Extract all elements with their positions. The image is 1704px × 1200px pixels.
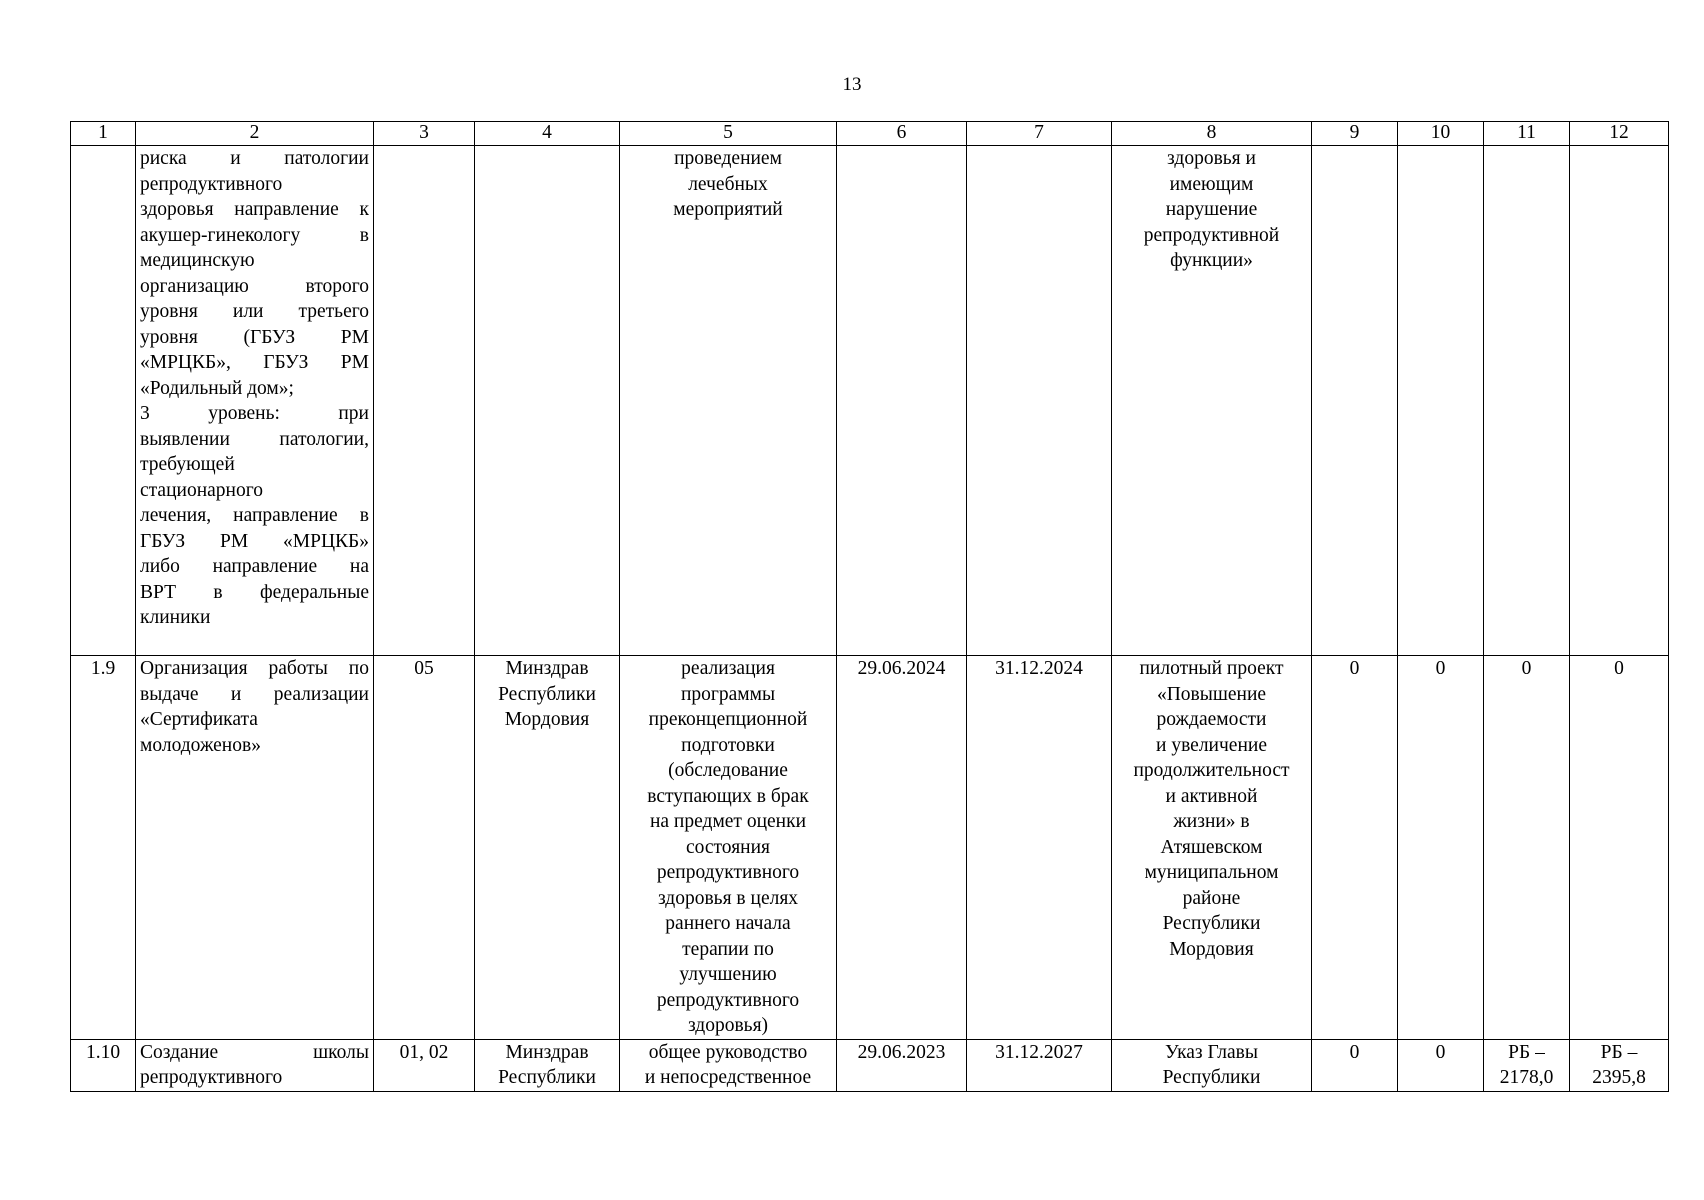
cell-line: пилотный проект	[1139, 658, 1284, 679]
funding-cell: 0	[1398, 656, 1484, 1040]
table-row	[71, 1039, 1669, 1091]
cell-line: репродуктивного	[140, 1067, 283, 1088]
activity-cell	[136, 656, 374, 1040]
cell-line: реализация	[681, 658, 775, 679]
cell-line: нарушение	[1165, 199, 1258, 220]
cell-line: репродуктивного	[656, 989, 800, 1011]
start-date-cell: 29.06.2023	[837, 1039, 967, 1091]
activity-plan-table	[70, 121, 1669, 1092]
header-cell: 3	[374, 122, 475, 146]
header-cell: 11	[1484, 122, 1570, 146]
header-cell: 6	[837, 122, 967, 146]
cell-line: Минздрав	[505, 658, 589, 679]
cell-line: раннего начала	[665, 913, 791, 934]
cell-line: проведением	[674, 148, 782, 169]
cell-line: здоровья направление к	[140, 199, 369, 220]
cell-line: медицинскую	[140, 250, 255, 271]
cell-line: здоровья в целях	[657, 887, 799, 909]
cell-line: РБ –	[1600, 1041, 1638, 1063]
result-cell	[620, 1039, 837, 1091]
cell-line: на предмет оценки	[649, 811, 807, 832]
cell-line: здоровья и	[1167, 148, 1256, 169]
cell-line: состояния	[686, 836, 770, 858]
header-cell: 1	[71, 122, 136, 146]
funding-cell	[1570, 1039, 1669, 1091]
cell-line: выдаче и реализации	[140, 683, 369, 705]
executor-cell	[475, 1039, 620, 1091]
cell-line: уровня (ГБУЗ РМ	[140, 326, 369, 348]
cell-line: либо направление на	[140, 556, 369, 577]
cell-line: требующей	[140, 454, 235, 475]
cell-line: «Сертификата	[140, 709, 258, 730]
cell-line: выявлении патологии,	[140, 428, 369, 450]
header-cell: 7	[967, 122, 1112, 146]
column-number-header	[71, 122, 1669, 146]
cell-line: и активной	[1165, 785, 1258, 807]
cell-line: 0	[1614, 658, 1624, 679]
page-number: 13	[842, 74, 862, 95]
cell-line: рождаемости	[1156, 709, 1267, 730]
cell-line: имеющим	[1169, 173, 1254, 195]
cell-line: репродуктивной	[1143, 224, 1280, 246]
cell-line: ВРТ в федеральные	[140, 581, 369, 603]
cell-line: Создание школы	[140, 1041, 369, 1063]
header-cell: 12	[1570, 122, 1669, 146]
header-cell: 10	[1398, 122, 1484, 146]
cell-line: Республики	[498, 1067, 596, 1088]
header-cell: 9	[1312, 122, 1398, 146]
cell-line: и увеличение	[1156, 734, 1267, 756]
cell-line: и непосредственное	[644, 1067, 812, 1088]
table-row	[71, 656, 1669, 1040]
cell-line: лечения, направление в	[140, 505, 369, 526]
cell-line: ГБУЗ РМ «МРЦКБ»	[140, 530, 369, 552]
basis-cell	[1112, 656, 1312, 1040]
basis-cell	[1112, 1039, 1312, 1091]
cell-line: Указ Главы	[1164, 1041, 1258, 1063]
funding-cell	[1570, 656, 1669, 1040]
cell-line: уровня или третьего	[140, 301, 369, 322]
cell-line: организацию второго	[140, 275, 369, 297]
end-date-cell: 31.12.2024	[967, 656, 1112, 1040]
cell-line: Республики	[1162, 913, 1261, 934]
funding-cell: 0	[1398, 1039, 1484, 1091]
cell-line: РБ –	[1508, 1041, 1545, 1063]
activity-cell	[136, 1039, 374, 1091]
cell-line: Атяшевском	[1160, 836, 1263, 858]
cell-line: Республики	[1162, 1067, 1261, 1088]
executor-cell	[475, 146, 620, 656]
item-number-cell: 1.9	[71, 656, 136, 1040]
basis-cell	[1112, 146, 1312, 656]
funding-cell	[1398, 146, 1484, 656]
funding-cell: 0	[1312, 1039, 1398, 1091]
cell-line: (обследование	[668, 760, 788, 781]
cell-line: продолжительност	[1133, 760, 1290, 781]
funding-cell: 0	[1312, 656, 1398, 1040]
cell-line: вступающих в брак	[647, 785, 809, 807]
cell-line: «МРЦКБ», ГБУЗ РМ	[140, 352, 369, 373]
header-cell: 2	[136, 122, 374, 146]
cell-line: районе	[1182, 887, 1241, 909]
cell-line: лечебных	[688, 173, 768, 195]
table-row	[71, 146, 1669, 656]
cell-line: 2178,0	[1499, 1067, 1554, 1088]
result-cell	[620, 146, 837, 656]
cell-line: мероприятий	[673, 199, 783, 220]
cell-line: 3 уровень: при	[140, 403, 369, 424]
funding-cell	[1570, 146, 1669, 656]
cell-line: 0	[1521, 658, 1532, 679]
cell-line: муниципальном	[1144, 862, 1279, 883]
cell-line: программы	[680, 683, 776, 705]
cell-line: Республики	[498, 683, 596, 705]
cell-line: Минздрав	[505, 1041, 589, 1063]
indicator-cell: 05	[374, 656, 475, 1040]
header-cell: 8	[1112, 122, 1312, 146]
end-date-cell: 31.12.2027	[967, 1039, 1112, 1091]
executor-cell	[475, 656, 620, 1040]
end-date-cell	[967, 146, 1112, 656]
start-date-cell	[837, 146, 967, 656]
cell-line: функции»	[1170, 250, 1253, 271]
cell-line: подготовки	[681, 734, 775, 756]
indicator-cell	[374, 146, 475, 656]
funding-cell	[1312, 146, 1398, 656]
cell-line: Мордовия	[504, 709, 590, 730]
header-cell: 4	[475, 122, 620, 146]
item-number-cell	[71, 146, 136, 656]
cell-line: 2395,8	[1592, 1067, 1646, 1088]
cell-line: преконцепционной	[648, 709, 808, 730]
cell-line: Организация работы по	[140, 658, 369, 679]
cell-line: «Родильный дом»;	[140, 377, 294, 399]
result-cell	[620, 656, 837, 1040]
cell-line: общее руководство	[648, 1041, 808, 1063]
cell-line: терапии по	[682, 938, 774, 960]
funding-cell	[1484, 1039, 1570, 1091]
activity-cell	[136, 146, 374, 656]
indicator-cell: 01, 02	[374, 1039, 475, 1091]
cell-line: жизни» в	[1173, 811, 1250, 832]
cell-line: молодоженов»	[140, 734, 261, 756]
cell-line: «Повышение	[1156, 683, 1267, 705]
header-cell: 5	[620, 122, 837, 146]
cell-line: клиники	[140, 607, 211, 628]
cell-line: стационарного	[140, 479, 263, 501]
cell-line: здоровья)	[687, 1015, 769, 1036]
cell-line: улучшению	[679, 964, 777, 985]
cell-line: Мордовия	[1169, 938, 1254, 960]
cell-line: репродуктивного	[140, 173, 283, 195]
cell-line: репродуктивного	[656, 862, 800, 883]
start-date-cell: 29.06.2024	[837, 656, 967, 1040]
funding-cell	[1484, 146, 1570, 656]
cell-line: акушер-гинекологу в	[140, 224, 369, 246]
item-number-cell: 1.10	[71, 1039, 136, 1091]
cell-line: риска и патологии	[140, 148, 369, 169]
funding-cell	[1484, 656, 1570, 1040]
